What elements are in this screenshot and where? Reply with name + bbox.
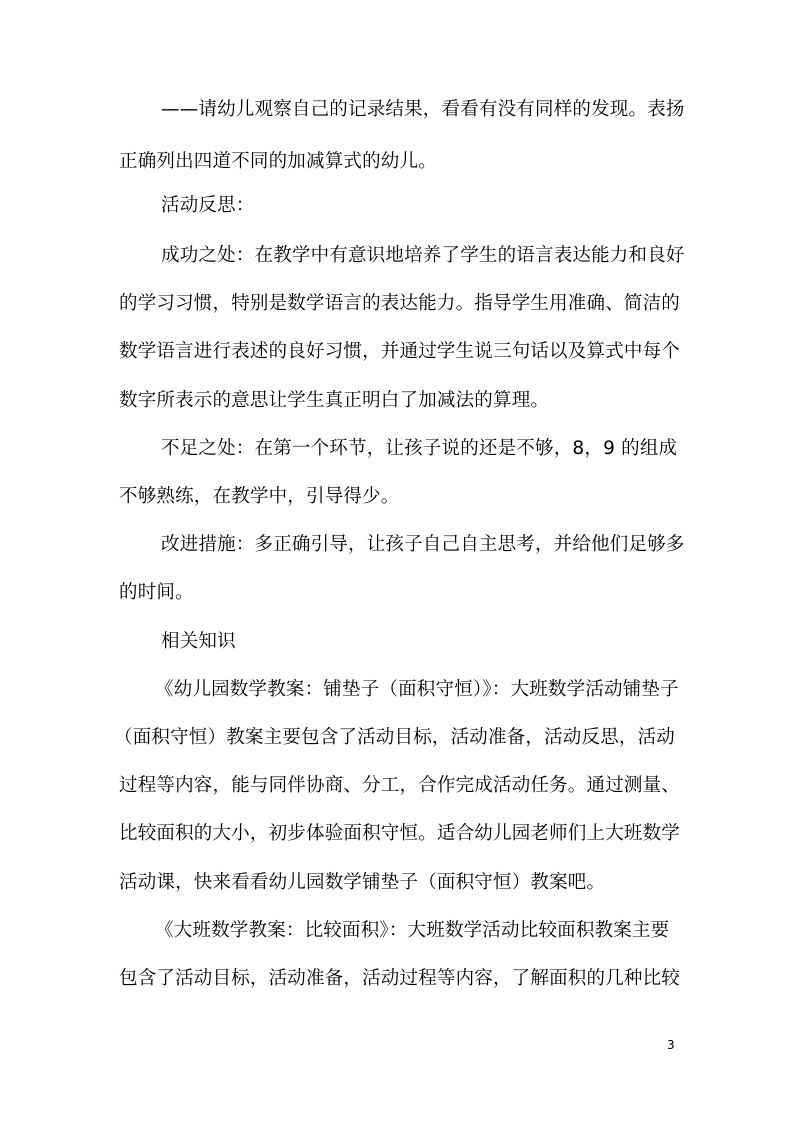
- section-heading: 活动反思：: [161, 195, 255, 216]
- section-heading: 相关知识: [161, 631, 236, 652]
- text-line: 《幼儿园数学教案：铺垫子（面积守恒）》：大班数学活动铺垫子: [155, 679, 679, 700]
- text-line: 不够熟练，在教学中，引导得少。: [119, 486, 400, 507]
- text-line: 成功之处：在教学中有意识地培养了学生的语言表达能力和良好: [161, 245, 685, 266]
- text-line: 比较面积的大小，初步体验面积守恒。适合幼儿园老师们上大班数学: [119, 823, 681, 844]
- text-line: 的学习习惯，特别是数学语言的表达能力。指导学生用准确、简洁的: [119, 293, 681, 314]
- text-line: 数字所表示的意思让学生真正明白了加减法的算理。: [119, 390, 550, 411]
- text-line: 数学语言进行表述的良好习惯，并通过学生说三句话以及算式中每个: [119, 341, 681, 362]
- page-number: 3: [667, 1038, 675, 1052]
- text-line: 改进措施：多正确引导，让孩子自己自主思考，并给他们足够多: [161, 534, 685, 555]
- text-line: ——请幼儿观察自己的记录结果，看看有没有同样的发现。表扬: [161, 99, 685, 120]
- text-line: 不足之处：在第一个环节，让孩子说的还是不够，8，9 的组成: [161, 438, 678, 459]
- text-line: 正确列出四道不同的加减算式的幼儿。: [119, 151, 437, 172]
- text-line: 活动课，快来看看幼儿园数学铺垫子（面积守恒）教案吧。: [119, 872, 606, 893]
- text-line: 的时间。: [119, 582, 194, 603]
- text-line: 过程等内容，能与同伴协商、分工，合作完成活动任务。通过测量、: [119, 775, 681, 796]
- text-line: 包含了活动目标，活动准备，活动过程等内容，了解面积的几种比较: [119, 968, 681, 989]
- text-line: 《大班数学教案：比较面积》：大班数学活动比较面积教案主要: [155, 920, 670, 941]
- text-line: （面积守恒）教案主要包含了活动目标，活动准备，活动反思，活动: [114, 727, 676, 748]
